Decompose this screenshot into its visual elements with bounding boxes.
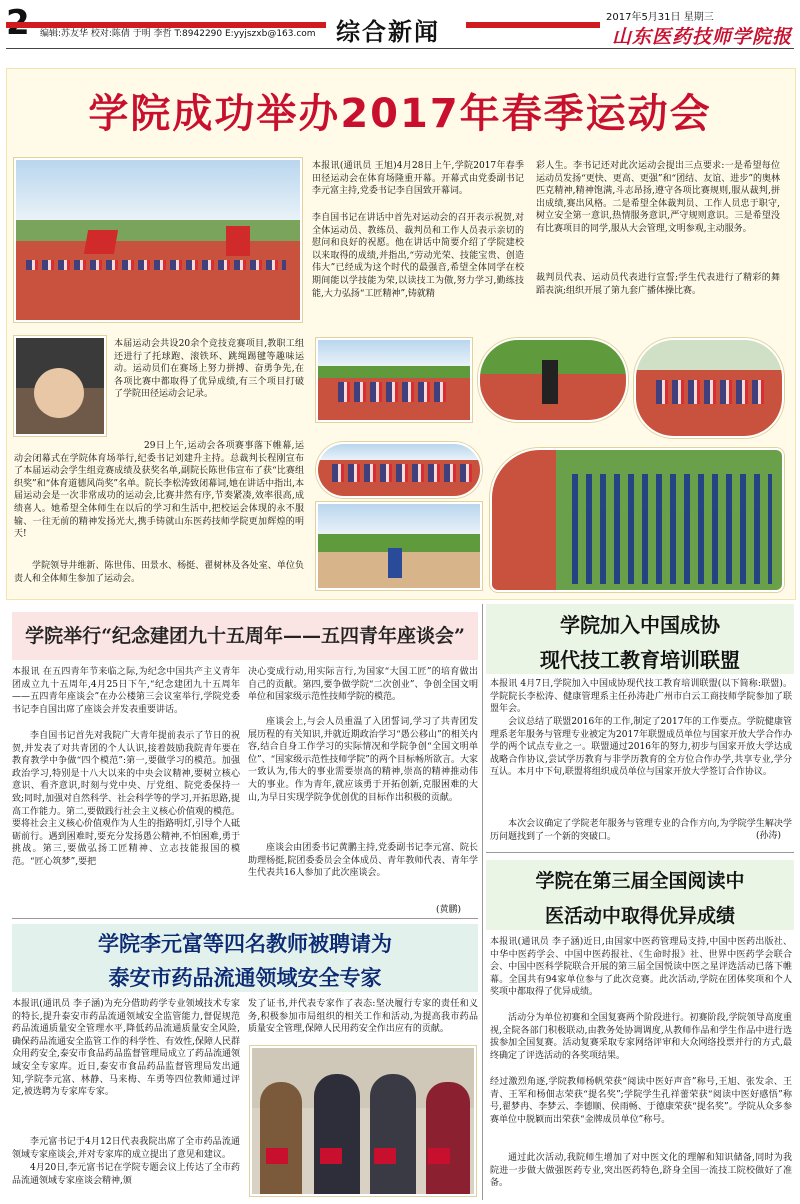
photo-relay-runners [478, 338, 628, 422]
header-red-bar-right [466, 22, 600, 28]
article1-col2-para1: 彩人生。李书记还对此次运动会提出三点要求:一是希望每位运动员发扬“更快、更高、更强”和“团结、友谊、进步”的奥林匹克精神,精神饱满,斗志昂扬,遵守各项比赛规则,服从裁判,拼出成绩,赛出风格。二是希望全体裁判员、工作人员忠于职守,树立安全第一意识,热情服务意识,严守规则意识。三是希望没有比赛项目的同学,服从大会管理,文明参观,主动服务。 [536, 161, 780, 234]
article5-para3: 经过激烈角逐,学院教师杨帆荣获“阅读中医好声音”称号,王旭、张发余、王青、王军和杨佃志荣获“提名奖”;学院学生孔祥蕾荣获“阅读中医好感悟”称号,翟梦冉、李梦云、李德顺、侯雨畅、于德康荣获“提名奖”。学院从众多参赛单位中脱颖而出荣获“金牌成员单位”称号。 [490, 1077, 792, 1125]
article4-col1-para3: 4月20日,李元富书记在学院专题会议上传达了全市药品流通领域专家座谈会精神,颁 [12, 1163, 240, 1186]
article1-left-para2: 29日上午,运动会各项赛事落下帷幕,运动会闭幕式在学院体育场举行,纪委书记刘建升主持。总裁判长程刚宣布了本届运动会学生组竞赛成绩及获奖名单,副院长陈世伟宣布了获“比赛组织奖”和“体育道德风尚奖”名单。院长李松涛致闭幕词,她在讲话中指出,本届运动会是一次非常成功的运动会,比赛井然有序,节奏紧凑,效率很高,成绩喜人。她希望全体师生在以后的学习和生活中,把校运会体现的永不服输、一往无前的精神发扬光大,携手铸就山东医药技师学院更加辉煌的明天! [14, 441, 304, 540]
article2-bottom-rule [12, 918, 478, 919]
article2-col2-para1: 决心变成行动,用实际言行,为国家“大国工匠”的培育做出自己的贡献。第四,要争做学院“二次创业”、争创全国文明单位和国家级示范性技师学院的模范。 [248, 667, 478, 703]
article5-headline-line2: 医活动中取得优异成绩 [544, 905, 735, 927]
article3-title-banner [486, 604, 794, 674]
photo-four-experts [250, 1046, 476, 1196]
article3-signature: (孙涛) [756, 831, 782, 841]
article2-col1-para1: 本报讯 在五四青年节来临之际,为纪念中国共产主义青年团成立九十五周年,4月25日下午,“纪念建团九十五周年——五四青年座谈会”在办公楼第三会议室举行,学院党委书记李自国出席了座谈会并发表重要讲话。 [12, 667, 240, 715]
issue-date: 2017年5月31日 星期三 [606, 12, 714, 23]
article1-left-para1: 本届运动会共设20余个竞技竞赛项目,教职工组还进行了托球跑、滚铁环、跳绳踢毽等趣味运动。运动员们在赛场上努力拼搏、奋勇争先,在各项比赛中都取得了优异成绩,有三个项目打破了学院田径运动会记录。 [114, 339, 304, 400]
header-red-bar-left [6, 22, 326, 28]
article2-col2-para3: 座谈会由团委书记黄鹏主持,党委副书记李元富、院长助理杨挺,院团委委员会全体成员、青年教师代表、青年学生代表共16人参加了此次座谈会。 [248, 843, 478, 879]
article5-para2: 活动分为单位初赛和全国复赛两个阶段进行。初赛阶段,学院领导高度重视,全院各部门积极联动,由教务处协调调度,从教师作品和学生作品中进行选拔参加全国复赛。活动复赛采取专家网络评审和大众网络投票并行的方式,最终确定了评选活动的各奖项结果。 [490, 1013, 792, 1061]
article3-para1: 本报讯 4月7日,学院加入中国成协现代技工教育培训联盟(以下简称:联盟)。学院院长李松涛、健康管理系主任孙涛赴广州市白云工商技师学院参加了联盟年会。 [490, 679, 792, 715]
article2-title-banner [12, 612, 478, 660]
article5-title-banner [486, 860, 794, 930]
section-title: 综合新闻 [336, 17, 440, 46]
article4-col2-para1: 发了证书,并代表专家作了表态:坚决履行专家的责任和义务,积极参加市局组织的相关工作和活动,为提高我市药品质量安全管理,保障人民用药安全作出应有的贡献。 [248, 999, 478, 1035]
column-divider [482, 604, 483, 1200]
article4-title-banner [12, 924, 478, 992]
photo-opening-parade [14, 158, 302, 322]
article1-left-para3: 学院领导井维新、陈世伟、田景水、杨挺、翟树林及各处室、单位负责人和全体师生参加了运动会。 [14, 561, 304, 584]
article4-headline-line1: 学院李元富等四名教师被聘请为 [98, 931, 392, 956]
article3-para2: 会议总结了联盟2016年的工作,制定了2017年的工作要点。学院健康管理系老年服务与管理专业被定为2017年联盟成员单位与国家开放大学合作办学的两个试点专业之一。联盟通过2016年的努力,初步与国家开放大学达成战略合作协议,尝试学历教育与非学历教育的全方位合作办学,共享专业,学分互认。本月中下旬,联盟将组织成员单位与国家开放大学签订合作协议。 [490, 717, 792, 778]
article1-col1-para1: 本报讯(通讯员 王旭)4月28日上午,学院2017年春季田径运动会在体育场隆重开幕。开幕式由党委副书记李元富主持,党委书记李自国致开幕词。 [312, 161, 524, 197]
photo-runner-closeup [14, 336, 106, 436]
editor-credits: 编辑:苏友华 校对:陈倩 于明 李哲 T:8942290 E:yyjszxb@163.com [40, 29, 316, 39]
article2-col2-para2: 座谈会上,与会人员重温了入团誓词,学习了共青团发展历程的有关知识,并就近期政治学习“愚公移山”的相关内容,结合自身工作学习的实际情况和学院争创“全国文明单位”、“国家级示范性技师学院”的两个目标畅所欲言。大家一致认为,伟大的事业需要崇高的精神,崇高的精神推动伟大的事业。作为青年,就应该勇于开拓创新,克服困难的大山,为早日实现学院争优创优的目标作出积极的贡献。 [248, 717, 478, 803]
article1-headline: 学院成功举办2017年春季运动会 [88, 91, 712, 137]
article5-para1: 本报讯(通讯员 李子涵)近日,由国家中医药管理局支持,中国中医药出版社、中华中医药学会、中国中医药报社、《生命时报》社、世界中医药学会联合会、中国中医科学院联合开展的第三届全国悦读中医之星评选活动已落下帷幕。全国共有94家单位参与了此次竞赛。此次活动,学院在团体奖项和个人奖项中都取得了优异成绩。 [490, 937, 792, 998]
article4-col1-para1: 本报讯(通讯员 李子涵)为充分借助药学专业领域技术专家的特长,提升泰安市药品流通领域安全监管能力,督促规范药品流通质量安全管理水平,降低药品流通质量安全风险,确保药品流通安全监管工作的科学性、有效性,保障人民群众用药安全,泰安市食品药品监督管理局成立了药品流通领域安全专家库。近日,泰安市食品药品监督管理局发出通知,学院李元富、林静、马来梅、车勇等四位教师通过评定,被选聘为专家库专家。 [12, 999, 240, 1098]
article4-col1-para2: 李元富书记于4月12日代表我院出席了全市药品流通领域专家座谈会,并对专家库的成立提出了意见和建议。 [12, 1137, 240, 1160]
article5-para4: 通过此次活动,我院师生增加了对中医文化的理解和知识储备,同时为我院进一步做大做强医药专业,突出医药特色,跻身全国一流技工院校做好了准备。 [490, 1153, 792, 1189]
photo-track-runners [634, 338, 784, 438]
article2-signature: (黄鹏) [436, 905, 462, 915]
newspaper-logo: 山东医药技师学院报 [612, 26, 793, 48]
article2-col1-para2: 李自国书记首先对我院广大青年提前表示了节日的祝贺,并发表了对共青团的个人认识,接着鼓励我院青年要在教育教学中争做“四个模范”:第一,要做学习的模范。加强政治学习,特别是十八大以来的中央会议精神,要树立核心意识、看齐意识,时刻与党中央、厅党组、院党委保持一致;同时,加强对自然科学、社会科学等的学习,开拓思路,提高工作能力。第二,要做践行社会主义核心价值观的模范。要将社会主义核心价值观作为人生的指路明灯,引导个人砥砺前行。遇到困难时,要充分发扬愚公精神,不怕困难,勇于挑战。第三,要做弘扬工匠精神、立志技能报国的模范。“匠心筑梦”,要把 [12, 731, 240, 867]
photo-sprint-race [316, 338, 472, 422]
photo-group-race [316, 442, 482, 498]
photo-long-jump [316, 502, 482, 590]
article5-headline-line1: 学院在第三届全国阅读中 [535, 870, 745, 892]
article3-para3: 本次会议确定了学院老年服务与管理专业的合作方向,为学院学生解决学历问题找到了一个新的突破口。 [490, 819, 792, 842]
header-divider [6, 48, 794, 49]
article3-headline-line2: 现代技工教育培训联盟 [540, 648, 740, 672]
article3-bottom-rule [486, 852, 794, 853]
photo-broadcast-exercise [490, 448, 784, 592]
article2-headline: 学院举行“纪念建团九十五周年——五四青年座谈会” [25, 625, 465, 647]
article1-col1-para2: 李自国书记在讲话中首先对运动会的召开表示祝贺,对全体运动员、教练员、裁判员和工作人员表示亲切的慰问和良好的祝愿。他在讲话中简要介绍了学院建校以来取得的成绩,并指出,“劳动光荣、技能宝贵、创造伟大”已经成为这个时代的最强音,希望全体同学在校期间能以学技能为荣,以读技工为傲,努力学习,勤练技能,大力弘扬“工匠精神”,铸就精 [312, 213, 524, 299]
article1-col2-para2: 裁判员代表、运动员代表进行宣誓;学生代表进行了精彩的舞蹈表演;组织开展了第九套广播体操比赛。 [536, 273, 780, 296]
article3-headline-line1: 学院加入中国成协 [560, 613, 720, 637]
article4-headline-line2: 泰安市药品流通领域安全专家 [108, 965, 382, 990]
